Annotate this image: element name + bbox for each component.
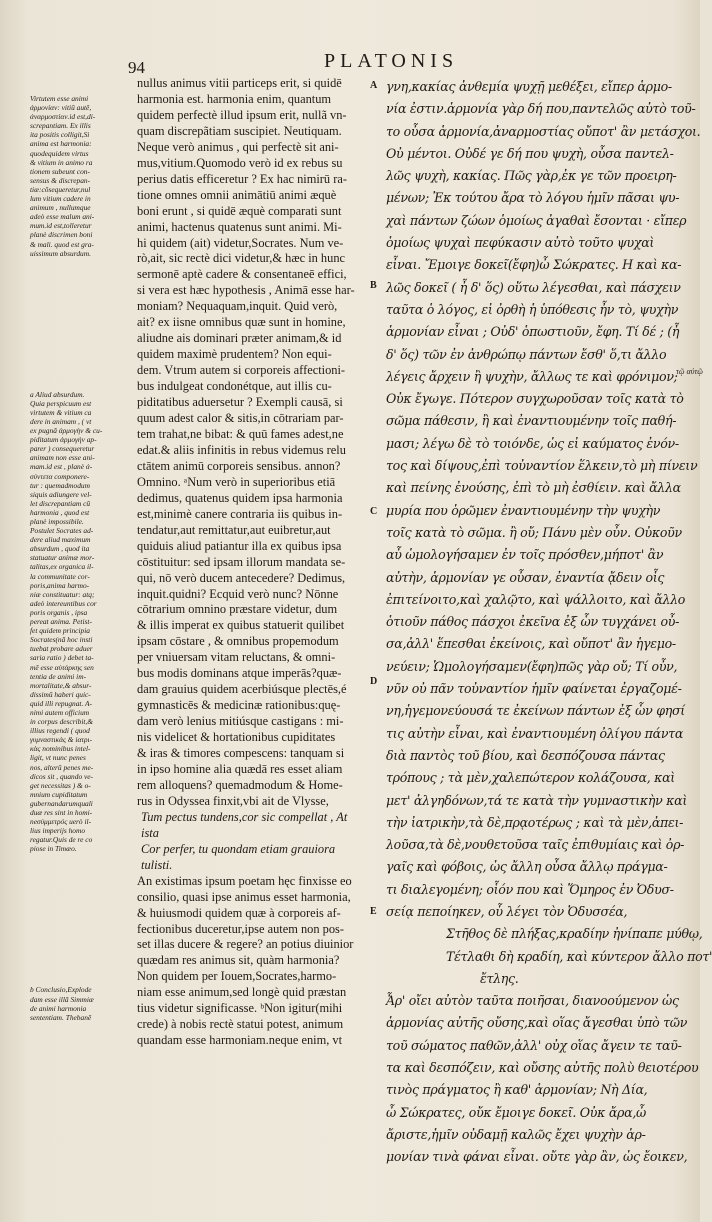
latin-verse-line: ista (141, 825, 159, 840)
margin-note-line: in corpus describit,& (30, 717, 94, 727)
margin-note-block (30, 94, 134, 258)
margin-note-line: quodequidem virtus (30, 148, 89, 158)
latin-line: si vera est hæc hypothesis , Animā esse har- (137, 283, 355, 298)
margin-note-line: nos, alterū penes me- (30, 762, 94, 772)
margin-note-line: ἁρμονίαν: vitiū autē, (30, 103, 92, 113)
margin-note-line: regatur.Quis de re co (30, 835, 93, 845)
latin-line: quiduis aliud patiantur illa ex quibus ipsa (137, 538, 342, 553)
margin-note-line: tionem subeunt con- (30, 166, 90, 176)
latin-line: moniam? Nequaquam,inquit. Quid verò, (137, 299, 338, 314)
greek-line: διὰ παντὸς τοῦ βίου, καὶ δεσπόζουσα πάντας (386, 747, 665, 763)
margin-note-line: nimi autem officium (30, 707, 90, 717)
greek-line: τα καὶ δεσπόζειν, καὶ οὔσης αὐτῆς πολὺ θειοτέρου (386, 1060, 699, 1076)
greek-line: τινὸς πράγματος ἢ καθ' ἁρμονίαν; Νὴ Δία, (386, 1082, 648, 1098)
latin-line: rem alloquens? quemadmodum & Home- (137, 777, 343, 792)
latin-line: quam discrepãtiam suscipiet. Neutiquam. (137, 123, 342, 138)
latin-line: quidem perfectè illud ipsum erit, nullã vn- (137, 107, 347, 122)
margin-note-line: adeò esse malum ani- (30, 212, 95, 222)
latin-line: quum adest calor & sitis,in cōtrariam par- (137, 411, 344, 426)
margin-note-line: ita positis colligit,Si (30, 130, 90, 140)
margin-note-line: Socrates(nā hoc insti (30, 635, 93, 645)
latin-line: nullus animus vitii particeps erit, si quidē (137, 76, 342, 90)
margin-note-line: planè impossibile. (30, 517, 84, 526)
margin-note-line: sententiam. Thebanē (30, 1012, 92, 1022)
greek-line: σα,ἀλλ' ἕπεσθαι ἐκείνοις, καὶ οὔποτ' ἂν ἡγεμο- (386, 636, 676, 652)
margin-note-line: piose in Timæo. (30, 844, 77, 854)
margin-note-line: piditatum ἁρμογὴν ap- (30, 435, 97, 445)
latin-line: est,minimè canere contraria iis quibus in- (137, 506, 343, 521)
margin-note-line: ex pugnā ἁρμογὴν & cu- (30, 426, 103, 436)
margin-note-line: ἀναρμοστίαν.id est,di- (30, 112, 96, 122)
margin-note-line: b Conclusio,Explode (30, 985, 92, 995)
latin-line: bus indulgeat condonétque, aut illis cu- (137, 379, 332, 394)
margin-note-line: neσύμμετρός uerò il- (30, 817, 92, 827)
margin-note-block (30, 390, 134, 854)
latin-line: inquit.quidni? Ecquid verò nunc? Nōnne (137, 586, 339, 601)
latin-line: dam verò lenius mitiúsque castigans : mi- (137, 714, 344, 729)
greek-line: τος καὶ δίψους,ἐπὶ τοὐναντίον ἕλκειν,τὸ μὴ πίνειν (386, 458, 698, 474)
margin-note-line: screpantiam. Ex illis (30, 121, 91, 131)
latin-line: rus in Odyssea finxit,vbi ait de Vlysse, (137, 793, 329, 808)
latin-line: perius datis efficeretur ? Ex hac nimirū ra- (137, 171, 347, 186)
latin-line: sermonē aptè cadere & consentaneē effici, (137, 267, 347, 282)
greek-line: χαὶ πάντων ζώων ὁμοίως ἀγαθαὶ ἔσονται · εἴπερ (386, 212, 687, 228)
margin-note-line: talitas,ex organica il- (30, 562, 94, 572)
latin-line: crede) à nobis rectè statui potest, animum (137, 1017, 344, 1032)
section-marker-e: E (370, 906, 377, 917)
latin-line: gymnasticēs & medicinæ rationibus:quę- (137, 698, 341, 713)
latin-line: aliudne ais dominari præter animam,& id (137, 331, 342, 346)
margin-note-line: poris organis , ipsa (30, 607, 88, 617)
latin-line: nis videlicet & hortationibus cupiditates (137, 730, 336, 745)
margin-note-line: γυμναστικὰς & ἰατρι- (30, 735, 93, 745)
latin-line: boni erunt , si quidē æquè comparati sunt (137, 203, 342, 218)
greek-line: μυρία που ὁρῶμεν ἐναντιουμένην τὴν ψυχὴν (386, 502, 661, 518)
margin-note-line: anima est harmonia: (30, 139, 92, 149)
margin-note-line: tiæ:cōsequeretur,nul (30, 184, 91, 194)
margin-note-line: duæ res sint in homi- (30, 808, 93, 817)
greek-line: τὴν ἰατρικὴν,τὰ δὲ,πρᾳοτέρως ; καὶ τὰ μὲν,ἀπει- (386, 814, 684, 830)
margin-note-line: mum.id est,tolleretur (30, 221, 92, 231)
latin-line: harmonia est. harmonia enim, quantum (137, 91, 332, 106)
section-marker-a: A (370, 80, 378, 91)
latin-line: rò,ait, sic rectè dici videtur,& hæc in hunc (137, 251, 346, 266)
page-number: 94 (128, 58, 145, 77)
margin-note-line: tentia de animi im- (30, 671, 87, 681)
margin-note-line: planè discrimen boni (30, 230, 93, 240)
greek-line: δ' ὅς) τῶν ἐν ἀνθρώπῳ πάντων ἔσθ' ὅ,τι ἄλλο (386, 346, 667, 362)
margin-note-line: virtutem & vitium ca (30, 407, 92, 417)
margin-note-line: Virtutem esse animi (30, 94, 89, 103)
greek-line: λέγεις ἄρχειν ἢ ψυχὴν, ἄλλως τε καὶ φρόνιμον; (386, 368, 678, 384)
margin-note-line: mnium cupiditatum (30, 789, 88, 799)
margin-note-line: & mali. quod est gra- (30, 239, 94, 249)
greek-line: λῶς ψυχὴ, κακίας. Πῶς γὰρ,ἐκ γε τῶν προειρη- (386, 168, 677, 184)
margin-note-line: la communitate cor- (30, 571, 90, 581)
margin-note-line: a Aliud absurdum. (30, 389, 85, 399)
margin-note-line: κὰς nominibus intel- (30, 744, 91, 754)
greek-line: τρόπους ; τὰ μὲν,χαλεπώτερον κολάζουσα, καὶ (386, 770, 675, 786)
margin-note-line: quid illi repugnat. A- (30, 698, 92, 708)
margin-note-line: get necessitas ) & o- (30, 780, 91, 790)
greek-line: μασι; λέγω δὲ τὸ τοιόνδε, ὡς εἰ καύματος ἐνόν- (386, 435, 679, 451)
greek-line: γνη,κακίας ἀνθεμία ψυχῇ μεθέξει, εἴπερ ἁρμο- (386, 79, 672, 94)
greek-line: λῶς δοκεῖ ( ἦ δ' ὅς) οὕτω λέγεσθαι, καὶ πάσχειν (386, 279, 681, 295)
latin-line: tem trahat,ne bibat: & quū fames adest,ne (137, 426, 344, 441)
greek-line: τοῦ σώματος παθῶν,ἀλλ' οὐχ οἵας ἄγειν τε ταῦ- (386, 1037, 682, 1053)
margin-note-line: absurdum , quod ita (30, 544, 90, 554)
greek-line: νη,ἡγεμονεύουσά τε ἐκείνων πάντων ἐξ ὧν φησί (386, 703, 685, 719)
latin-line: ait? ex iisne omnibus quæ sunt in homine, (137, 315, 346, 330)
margin-note-line: dicos sit , quando ve- (30, 771, 94, 781)
latin-line: hi quidem (ait) videtur,Socrates. Num ve- (137, 235, 344, 250)
latin-verse-line: tulisti. (141, 857, 173, 872)
greek-line: Ἆρ' οἴει αὐτὸν ταῦτα ποιῆσαι, διανοούμενον ὡς (386, 993, 679, 1009)
greek-line: ἁρμονίαν εἶναι ; Οὐδ' ὁπωστιοῦν, ἔφη. Τί δέ ; (ἦ (386, 324, 680, 340)
greek-line: ὦ Σώκρατες, οὔκ ἔμοιγε δοκεῖ. Οὐκ ἄρα,ὦ (386, 1104, 647, 1120)
greek-line: τοῖς κατὰ τὸ σῶμα. ἢ οὔ; Πάνυ μὲν οὖν. Οὐκοῦν (386, 524, 682, 540)
section-marker-b: B (370, 280, 377, 291)
margin-note-line: parer ) consequeretur (30, 444, 95, 454)
greek-line: ἁρμονίας αὐτῆς οὔσης,καὶ οἵας ἄγεσθαι ὑπὸ τῶν (386, 1015, 688, 1031)
latin-line: bus modis dominans atque imperās?quæ- (137, 666, 342, 681)
margin-note-line: saria ratio ) debet ta- (30, 653, 94, 663)
latin-line: mus,vitium.Quomodo verò id ex rebus su (137, 155, 343, 170)
greek-line: αὐτὴν, ἁρμονίαν γε οὖσαν, ἐναντία ᾄδειν οἷς (386, 569, 665, 585)
latin-line: cōtrarium omnino præstare videtur, dum (137, 602, 338, 617)
margin-note-line: illius regendi ( quod (30, 726, 90, 736)
margin-note-line: Postulet Socrates ad- (30, 526, 94, 536)
running-head: PLATONIS (324, 50, 459, 72)
margin-note-line: de animi harmonia (30, 1003, 87, 1013)
greek-line: τι διαλεγομένη; οἷόν που καὶ Ὅμηρος ἐν Ὀδυσ- (386, 881, 674, 897)
greek-line: μένων; Ἐκ τούτου ἄρα τὸ λόγου ἡμῖν πᾶσαι ψυ- (386, 190, 680, 206)
margin-note-line: fet quidem principia (30, 626, 90, 636)
greek-line: σείᾳ πεποίηκεν, οὗ λέγει τὸν Ὀδυσσέα, (386, 903, 628, 919)
margin-note-block (30, 985, 134, 1021)
margin-note-line: tur : quemadmodum (30, 480, 90, 490)
greek-line: αὖ ὡμολογήσαμεν ἐν τοῖς πρόσθεν,μήποτ' ἂν (386, 547, 664, 563)
margin-note-line: uissimum absurdum. (30, 248, 91, 258)
margin-note-line: dere in animam , ( vt (30, 416, 92, 426)
margin-note-line: sensus & discrepan- (30, 175, 91, 185)
greek-line: ὁτιοῦν πάθος πάσχοι ἐκεῖνα ἐξ ὧν τυγχάνει οὖ- (386, 614, 680, 630)
latin-line: edat.& aliis infinitis in rebus videmus relu (137, 442, 346, 457)
section-marker-d: D (370, 676, 378, 687)
latin-line: qui, nō verò ducem antecedere? Dedimus, (137, 570, 346, 585)
latin-line: Neque verò animus , qui perfectè sit ani- (137, 139, 339, 154)
latin-line: dem. Vtrum autem si corporeis affectioni- (137, 363, 346, 378)
margin-note-line: dissimū haberi quic- (30, 689, 91, 699)
latin-verse-line: Tum pectus tundens,cor sic compellat , At (141, 809, 348, 824)
margin-note-line: & vitium in animo ra (30, 157, 93, 167)
latin-line: & huiusmodi quidem quæ à corporeis af- (137, 905, 341, 920)
latin-line: An existimas ipsum poetam hęc finxisse eo (137, 873, 352, 888)
greek-line: τις αὐτὴν εἶναι, καὶ ἐναντιουμένη ὀλίγου πάντα (386, 725, 684, 741)
greek-line: ὁμοίως ψυχαὶ πεφύκασιν αὐτὸ τοῦτο ψυχαὶ (386, 235, 655, 251)
latin-verse-line: Cor perfer, tu quondam etiam grauiora (141, 841, 336, 856)
margin-note-line: gubernandarumquali (30, 798, 93, 808)
greek-line: γαῖς καὶ φόβοις, ὡς ἄλλη οὖσα ἄλλῳ πράγμα- (386, 859, 668, 875)
latin-line: consilio, quasi ipse animus esset harmonia, (137, 889, 351, 904)
section-marker-c: C (370, 506, 378, 517)
greek-line: νία ἐστιν.ἁρμονία γὰρ δή που,παντελῶς αὐτὸ τοῦ- (386, 101, 696, 117)
margin-note-line: let discrepantiam cū (30, 498, 91, 508)
latin-line: ipsam cōstare , & omnibus propemodum (137, 634, 339, 649)
greek-line: καὶ πείνης ἐνούσης, ἐπὶ τὸ μὴ ἐσθίειν. καὶ ἄλλα (386, 480, 681, 496)
margin-note-line: lius imperijs homo (30, 826, 86, 836)
latin-line: in ipso homine alia quædā res esset aliam (137, 761, 343, 776)
greek-line: νεύειν; Ὡμολογήσαμεν(ἔφη)πῶς γὰρ οὔ; Τί οὖν, (386, 658, 678, 674)
margin-note-line: lum vitium cadere in (30, 194, 91, 204)
latin-line: & illis imperat ex quibus statuerit quilibet (137, 618, 345, 633)
margin-note-line: σύντετα componere- (30, 471, 90, 481)
latin-line: fectionibus duceretur,ipse autem non pos- (137, 921, 344, 936)
greek-line: μονίαν τινὰ φάναι εἶναι. οὔτε γὰρ ἂν, ὡς ἔοικεν, (386, 1149, 688, 1165)
latin-line: piditatibus aduersetur ? Exempli causā, si (137, 395, 343, 410)
latin-line: ctātem animū corporeis sensibus. annon? (137, 458, 341, 473)
margin-note-line: animum , nullumque (30, 203, 91, 213)
margin-note-line: mam.id est , planè ἀ- (30, 462, 93, 472)
greek-verse-line: Στῆθος δὲ πλήξας,κραδίην ἠνίπαπε μύθῳ, (446, 926, 703, 942)
margin-note-line: niæ constituatur: atq; (30, 589, 95, 599)
margin-note-line: statuatur animæ mor- (30, 553, 95, 563)
greek-line: σῶμα πάθεσιν, ἢ καὶ ἐναντιουμένην τοῖς παθή- (386, 413, 677, 429)
greek-line: μετ' ἀλγηδόνων,τά τε κατὰ τὴν γυμναστικὴν καὶ (386, 792, 687, 808)
margin-note-line: harmonia , quod est (30, 507, 90, 517)
greek-line: Οὐκ ἔγωγε. Πότερον συγχωροῦσαν τοῖς κατὰ τὸ (386, 391, 684, 407)
margin-note-line: Quia perspicuum est (30, 398, 92, 408)
latin-line: Non quidem per Iouem,Socrates,harmo- (137, 969, 337, 984)
latin-line: dam grauius quidem acerbiúsque plectēs,é (137, 682, 347, 697)
latin-line: per vniuersam vitam reluctans, & omni- (137, 650, 336, 665)
margin-note-line: animam non esse ani- (30, 453, 95, 463)
greek-line: το οὖσα ἁρμονία,ἀναρμοστίας οὔποτ' ἂν μετάσχοι. (386, 123, 701, 139)
margin-note-line: pereat anima. Petist- (30, 617, 92, 627)
greek-line: ἄριστε,ἡμῖν οὐδαμῇ καλῶς ἔχει ψυχὴν ἁρ- (386, 1126, 646, 1142)
margin-note-line: dere aliud maximum (30, 535, 91, 545)
margin-note-line: ligit, vt nunc penes (30, 753, 86, 763)
latin-line: quandam esse harmoniam.neque enim, vt (137, 1033, 343, 1048)
greek-line: ἐπιτείνοιτο,καὶ χαλῷτο, καὶ ψάλλοιτο, καὶ ἄλλο (386, 591, 686, 607)
latin-line: quidem maximè prudentem? Non equi- (137, 347, 332, 362)
margin-note-line: mē esse αὐτάρκης sen (30, 662, 94, 672)
latin-line: niam esse animum,sed longè quid præstan (137, 985, 347, 1000)
greek-line: λοῦσα,τὰ δὲ,νουθετοῦσα ταῖς ἐπιθυμίαις καὶ ὀρ- (386, 837, 685, 853)
latin-line: quædam res animus sit, quàm harmonia? (137, 953, 340, 968)
greek-verse-line: ἔτλης. (480, 970, 519, 986)
latin-line: Omnino. ᵃNum verò in superioribus etiā (137, 474, 336, 489)
margin-note-line: adeò intereuntibus cor (30, 598, 97, 608)
latin-line: cōstituitur: sed ipsam illorum mandata se- (137, 554, 346, 569)
latin-line: tius videtur significasse. ᵇNon igitur(mihi (137, 1001, 343, 1016)
margin-note-line: poris,anima harmo- (30, 580, 90, 590)
margin-note-line: dam esse illā Simmiæ (30, 994, 94, 1004)
latin-line: tendatur,aut remittatur,aut euibretur,aut (137, 522, 331, 537)
latin-line: tione omnes omnii animātiū animi æquè (137, 187, 337, 202)
margin-note-line: mortalitate,& absur- (30, 680, 92, 690)
latin-line: dedimus, quatenus quidem ipsa harmonia (137, 490, 343, 505)
latin-line: & iras & timores compescens: tanquam si (137, 746, 345, 761)
greek-verse-line: Τέτλαθι δὴ κραδίη, καὶ κύντερον ἄλλο ποτ' (446, 948, 712, 964)
margin-note-line: tuebat probare aduer (30, 644, 93, 654)
greek-line: Οὐ μέντοι. Οὐδέ γε δή που ψυχὴ, οὖσα παντελ- (386, 145, 674, 161)
greek-line: νῦν οὐ πᾶν τοὐναντίον ἡμῖν φαίνεται ἐργαζομέ- (386, 681, 682, 697)
latin-line: set illas ducere & regere? an potius diuinior (137, 937, 354, 952)
margin-note-line: siquis adiungere vel- (30, 489, 92, 499)
latin-column (137, 76, 362, 1049)
greek-line: ταῦτα ὁ λόγος, εἰ ὀρθὴ ἡ ὑπόθεσις ἦν τὸ, ψυχὴν (386, 301, 679, 317)
greek-line: εἶναι. Ἔμοιγε δοκεῖ(ἔφη)ὦ Σώκρατες. Η καὶ κα- (386, 257, 682, 273)
latin-line: animi, hactenus quatenus sunt animi. Mi- (137, 219, 342, 234)
left-margin-notes (30, 94, 134, 1042)
right-margin-note: τῷ αὐτῷ (676, 367, 703, 376)
